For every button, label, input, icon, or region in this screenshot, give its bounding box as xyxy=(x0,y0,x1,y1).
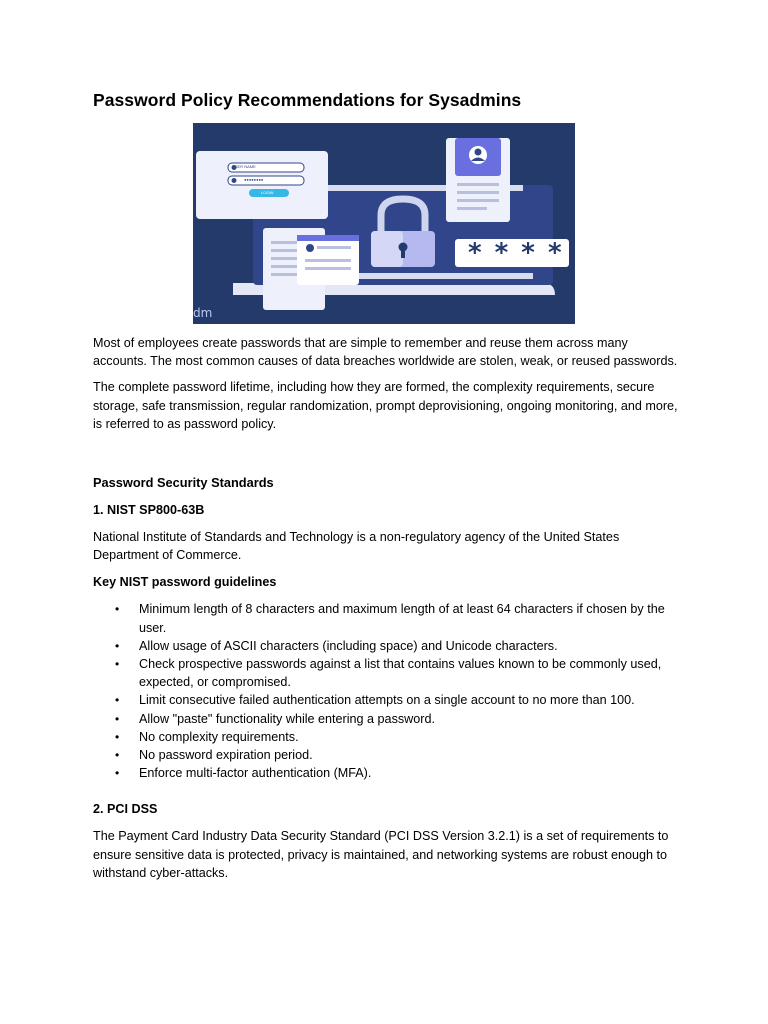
nist-description: National Institute of Standards and Technology is a non-regulatory agency of the United States Department of Commerce. xyxy=(93,530,620,563)
bullet-icon: • xyxy=(115,711,120,726)
nist-heading: 1. NIST SP800-63B xyxy=(93,503,205,518)
bullet-icon: • xyxy=(115,657,120,672)
password-mask: * * * * xyxy=(468,238,564,268)
bullet-icon: • xyxy=(115,693,120,708)
list-item: • Minimum length of 8 characters and maximum length of at least 64 characters if chosen by the user. xyxy=(115,602,665,635)
bullet-icon: • xyxy=(115,729,120,744)
login-window xyxy=(196,151,328,219)
list-item: • No password expiration period. xyxy=(93,746,683,764)
brand-mark: dm xyxy=(193,306,213,320)
user-profile-card xyxy=(446,138,510,222)
login-user-label: USER NAME xyxy=(232,164,256,169)
list-item: • Check prospective passwords against a list that contains values known to be commonly used, expected, or compromised. xyxy=(115,657,662,690)
pci-description: The Payment Card Industry Data Security Standard (PCI DSS Version 3.2.1) is a set of requirements to ensure sensitive data is protected, privacy is maintained, and networking systems are robust enough to withstand cyber-attacks. xyxy=(93,829,669,880)
page-title: Password Policy Recommendations for Sysadmins xyxy=(93,90,522,110)
pci-heading: 2. PCI DSS xyxy=(93,802,158,817)
profile-card xyxy=(297,235,359,285)
list-item: • No complexity requirements. xyxy=(93,728,683,746)
nist-guidelines-list xyxy=(93,600,683,782)
intro-paragraph-1: Most of employees create passwords that are simple to remember and reuse them across many accounts. The most common causes of data breaches worldwide are stolen, weak, or reused passwords. xyxy=(93,336,678,369)
list-item: • Allow "paste" functionality while entering a password. xyxy=(93,710,683,728)
list-item: • Allow usage of ASCII characters (including space) and Unicode characters. xyxy=(93,637,683,655)
list-item: • Enforce multi-factor authentication (MFA). xyxy=(93,764,683,782)
bullet-icon: • xyxy=(115,766,120,781)
login-pass-label: ●●●●●●●● xyxy=(244,177,264,182)
bullet-icon: • xyxy=(115,748,120,763)
bullet-icon: • xyxy=(115,638,120,653)
hero-illustration xyxy=(193,123,575,324)
nist-guidelines-heading: Key NIST password guidelines xyxy=(93,575,277,590)
bullet-icon: • xyxy=(115,602,120,617)
intro-paragraph-2: The complete password lifetime, including how they are formed, the complexity requirements, secure storage, safe transmission, regular randomization, prompt deprovisioning, ongoing monitoring, and more, is referred to as password policy. xyxy=(93,380,678,431)
hero-graphic xyxy=(193,123,575,324)
document-page xyxy=(93,88,683,882)
section-heading: Password Security Standards xyxy=(93,475,274,491)
login-button-label: LOGIN xyxy=(261,190,274,195)
list-item: • Limit consecutive failed authentication attempts on a single account to no more than 100. xyxy=(93,691,683,709)
